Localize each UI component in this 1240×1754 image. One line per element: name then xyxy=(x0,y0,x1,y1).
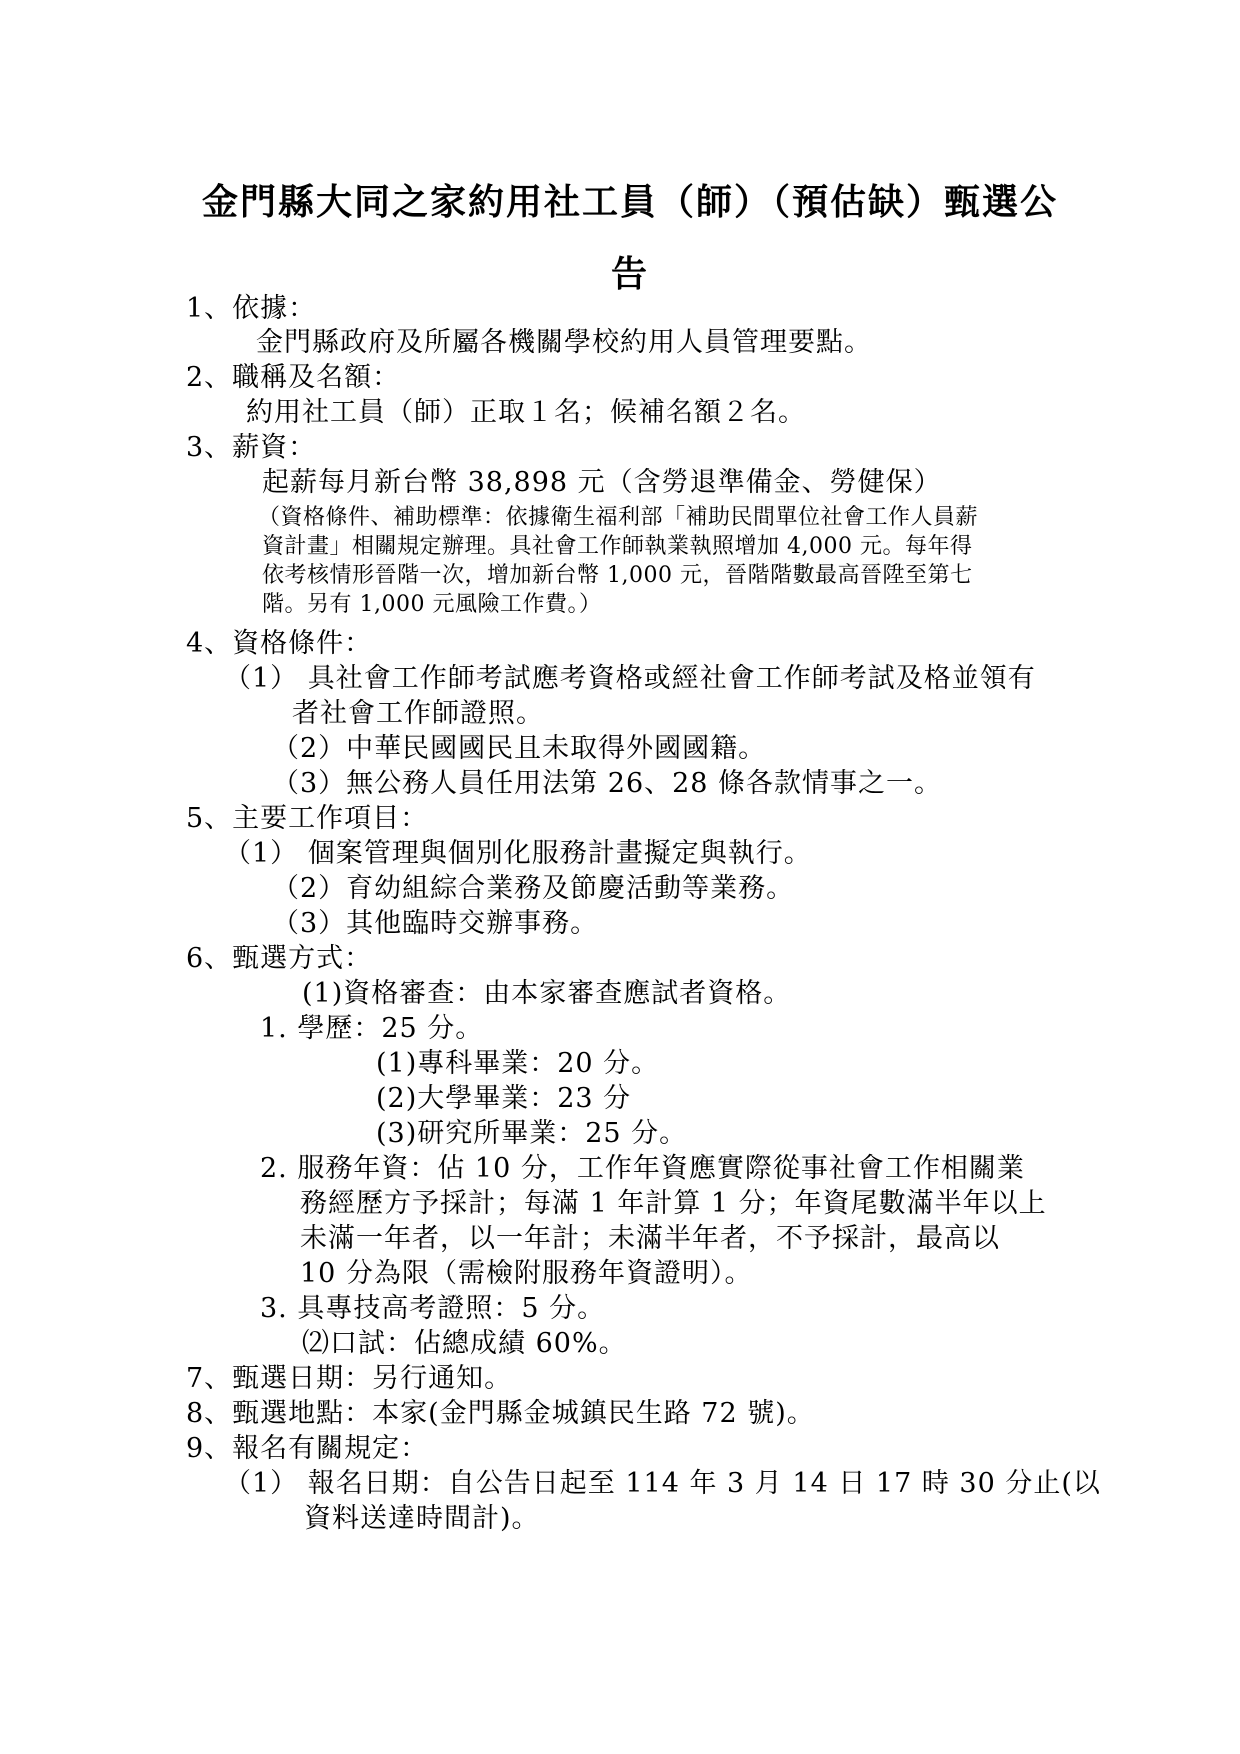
duty-item-1: （1） 個案管理與個別化服務計畫擬定與執行。 xyxy=(224,838,812,869)
service-years-line: 10 分為限（需檢附服務年資證明）。 xyxy=(300,1258,753,1289)
duty-item-3: （3）其他臨時交辦事務。 xyxy=(272,908,599,939)
education-score: 1. 學歷：25 分。 xyxy=(260,1013,484,1044)
section-2-heading: 2、職稱及名額： xyxy=(186,362,401,393)
announcement-title-line1: 金門縣大同之家約用社工員（師）（預估缺）甄選公 xyxy=(201,181,1058,223)
section-3-heading: 3、薪資： xyxy=(186,432,317,463)
salary-note-line: 依考核情形晉階一次，增加新台幣 1,000 元，晉階階數最高晉陞至第七 xyxy=(262,563,973,588)
education-item: (1)專科畢業：20 分。 xyxy=(376,1048,660,1079)
section-1-text: 金門縣政府及所屬各機關學校約用人員管理要點。 xyxy=(256,327,872,358)
section-1-heading: 1、依據： xyxy=(186,293,317,324)
license-score: 3. 具專技高考證照：5 分。 xyxy=(260,1293,606,1324)
section-4-heading: 4、資格條件： xyxy=(186,628,373,659)
selection-review: (1)資格審查：由本家審查應試者資格。 xyxy=(302,978,792,1009)
salary-note-line: 階。另有 1,000 元風險工作費。） xyxy=(262,592,602,617)
service-years-line: 務經歷方予採計；每滿 1 年計算 1 分；年資尾數滿半年以上 xyxy=(300,1188,1047,1219)
registration-date: （1） 報名日期：自公告日起至 114 年 3 月 14 日 17 時 30 分止(以 xyxy=(224,1468,1101,1499)
section-6-heading: 6、甄選方式： xyxy=(186,943,373,974)
qualification-item-3: （3）無公務人員任用法第 26、28 條各款情事之一。 xyxy=(272,768,943,799)
interview-score: ⑵口試：佔總成績 60%。 xyxy=(302,1328,627,1359)
salary-note-line: （資格條件、補助標準：依據衛生福利部「補助民間單位社會工作人員薪 xyxy=(258,505,979,530)
selection-location: 8、甄選地點：本家(金門縣金城鎮民生路 72 號)。 xyxy=(186,1398,815,1429)
selection-date: 7、甄選日期：另行通知。 xyxy=(186,1363,513,1394)
registration-date-cont: 資料送達時間計)。 xyxy=(304,1503,540,1534)
service-years-line: 未滿一年者，以一年計；未滿半年者，不予採計，最高以 xyxy=(300,1223,1000,1254)
salary-text: 起薪每月新台幣 38,898 元（含勞退準備金、勞健保） xyxy=(262,467,942,498)
announcement-title-line2: 告 xyxy=(610,253,649,295)
section-5-heading: 5、主要工作項目： xyxy=(186,803,429,834)
service-years-line: 2. 服務年資：佔 10 分，工作年資應實際從事社會工作相關業 xyxy=(260,1153,1025,1184)
section-9-heading: 9、報名有關規定： xyxy=(186,1433,429,1464)
education-item: (3)研究所畢業：25 分。 xyxy=(376,1118,688,1149)
education-item: (2)大學畢業：23 分 xyxy=(376,1083,632,1114)
qualification-item-2: （2）中華民國國民且未取得外國國籍。 xyxy=(272,733,767,764)
duty-item-2: （2）育幼組綜合業務及節慶活動等業務。 xyxy=(272,873,795,904)
qualification-item-1-cont: 者社會工作師證照。 xyxy=(292,698,544,729)
qualification-item-1: （1） 具社會工作師考試應考資格或經社會工作師考試及格並領有 xyxy=(224,663,1036,694)
section-2-text: 約用社工員（師）正取１名；候補名額２名。 xyxy=(246,397,806,428)
salary-note-line: 資計畫」相關規定辦理。具社會工作師執業執照增加 4,000 元。每年得 xyxy=(262,534,973,559)
